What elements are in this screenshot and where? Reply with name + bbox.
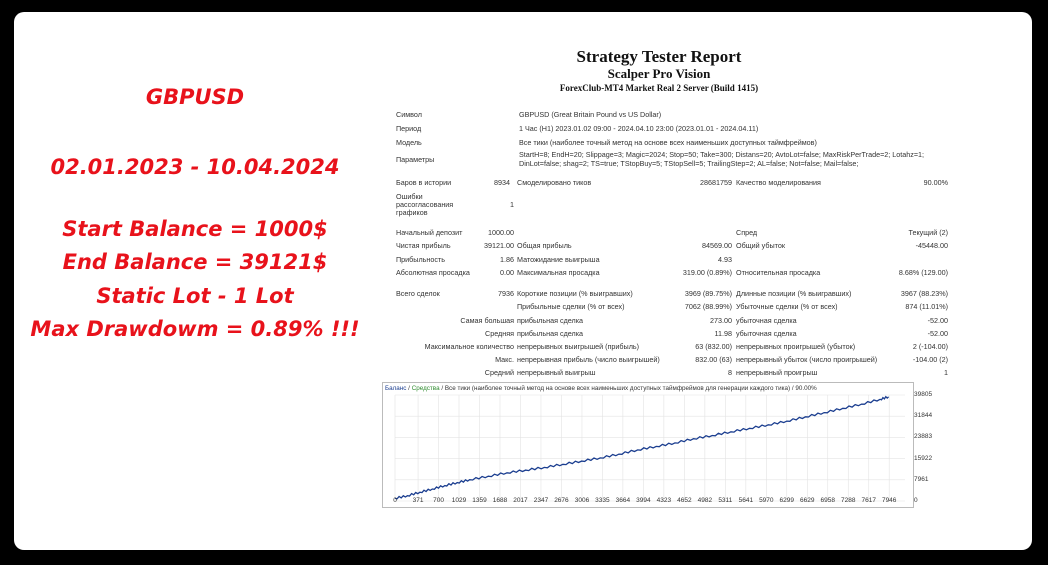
x-tick-label: 3664 — [615, 497, 631, 504]
bars-value: 8934 — [494, 178, 510, 187]
x-tick-label: 4982 — [697, 497, 713, 504]
expected-value: 4.93 — [718, 255, 732, 264]
avg-loss-value: -52.00 — [927, 329, 948, 338]
errors-label-1: Ошибки — [396, 192, 423, 201]
gross-loss-value: -45448.00 — [915, 241, 948, 250]
total-value: 7936 — [498, 289, 514, 298]
report-title: Strategy Tester Report — [576, 47, 742, 66]
gross-profit-label: Общая прибыль — [517, 241, 572, 250]
report-server: ForexClub-MT4 Market Real 2 Server (Build 1415) — [559, 83, 759, 93]
promo-drawdown: Max Drawdowm = 0.89% !!! — [30, 317, 360, 341]
x-tick-label: 0 — [393, 497, 397, 504]
spread-value: Текущий (2) — [908, 228, 948, 237]
x-tick-label: 6299 — [779, 497, 794, 504]
promo-pair: GBPUSD — [145, 85, 245, 109]
params-line1: StartH=8; EndH=20; Slippage=3; Magic=2024; Stop=50; Take=300; Distans=20; AvtoLot=false; MaxRiskPerTrade=2; Lotahz=1; — [519, 150, 925, 159]
max-count-label: Максимальное количество — [424, 342, 514, 351]
x-tick-label: 371 — [412, 497, 424, 504]
x-tick-label: 3335 — [595, 497, 610, 504]
average-label: Средняя — [485, 329, 514, 338]
gross-profit-value: 84569.00 — [702, 241, 732, 250]
x-tick-label: 1359 — [472, 497, 487, 504]
pf-value: 1.86 — [500, 255, 514, 264]
model-value: Все тики (наиболее точный метод на основе всех наименьших доступных таймфреймов) — [519, 138, 817, 147]
spread-label: Спред — [736, 228, 758, 237]
x-tick-label: 2017 — [513, 497, 528, 504]
y-tick-label: 7961 — [914, 475, 929, 483]
largest-label: Самая большая — [460, 316, 514, 325]
cons-profit-label: непрерывная прибыль (число выигрышей) — [517, 355, 660, 364]
y-tick-label: 23883 — [914, 433, 933, 441]
pf-label: Прибыльность — [396, 255, 445, 264]
legend-rest: Все тики (наиболее точный метод на основе всех наименьших доступных таймфреймов для генерации каждого тика) / 90.00% — [444, 385, 817, 392]
cons-losses-value: 2 (-104.00) — [912, 342, 948, 351]
balance-chart — [382, 382, 914, 508]
total-label: Всего сделок — [396, 289, 440, 298]
avg-wins-value: 8 — [728, 368, 732, 377]
largest-loss-label: убыточная сделка — [736, 316, 797, 325]
report-subtitle: Scalper Pro Vision — [607, 66, 711, 81]
deposit-label: Начальный депозит — [396, 228, 463, 237]
rel-dd-value: 8.68% (129.00) — [898, 268, 948, 277]
promo-dates: 02.01.2023 - 10.04.2024 — [50, 155, 340, 179]
quality-value: 90.00% — [923, 178, 948, 187]
balance-chart-svg — [383, 383, 913, 507]
avg-losses-label: непрерывный проигрыш — [736, 368, 818, 377]
profit-trades-value: 7062 (88.99%) — [684, 302, 732, 311]
x-tick-label: 3006 — [574, 497, 590, 504]
quality-label: Качество моделирования — [736, 178, 821, 187]
avg-profit-value: 11.98 — [714, 329, 732, 338]
promo-lot: Static Lot - 1 Lot — [96, 284, 294, 308]
errors-label-2: рассогласования — [396, 200, 454, 209]
short-label: Короткие позиции (% выигравших) — [517, 289, 633, 298]
gross-loss-label: Общий убыток — [736, 241, 785, 250]
params-line2: DinLot=false; shag=2; TS=true; TStopBuy=5; TStopSell=5; TrailingStep=2; AL=false; Not=false; Mail=false; — [519, 159, 859, 168]
max-dd-label: Максимальная просадка — [517, 268, 600, 277]
x-tick-label: 700 — [433, 497, 444, 504]
avg-wins-label: непрерывный выигрыш — [517, 368, 596, 377]
net-value: 39121.00 — [484, 241, 514, 250]
loss-trades-label: Убыточные сделки (% от всех) — [736, 302, 838, 311]
x-tick-label: 4323 — [656, 497, 672, 504]
largest-profit-label: прибыльная сделка — [517, 316, 584, 325]
promo-end-balance: End Balance = 39121$ — [62, 250, 328, 274]
params-label: Параметры — [396, 155, 435, 164]
expected-label: Матожидание выигрыша — [517, 255, 600, 264]
ticks-label: Смоделировано тиков — [517, 178, 592, 187]
symbol-value: GBPUSD (Great Britain Pound vs US Dollar) — [519, 110, 662, 119]
long-label: Длинные позиции (% выигравших) — [736, 289, 852, 298]
x-tick-label: 7946 — [881, 497, 897, 504]
max-dd-value: 319.00 (0.89%) — [682, 268, 732, 277]
cons-wins-value: 63 (832.00) — [695, 342, 732, 351]
abs-dd-value: 0.00 — [500, 268, 514, 277]
x-tick-label: 4652 — [677, 497, 692, 504]
largest-loss-value: -52.00 — [927, 316, 948, 325]
chart-legend: Баланс / Средства / Все тики (наиболее точный метод на основе всех наименьших доступных таймфреймов для генерации каждого тика) / 90.00% — [385, 385, 817, 392]
rel-dd-label: Относительная просадка — [736, 268, 821, 277]
largest-profit-value: 273.00 — [710, 316, 732, 325]
deposit-value: 1000.00 — [488, 228, 514, 237]
model-label: Модель — [396, 138, 422, 147]
long-value: 3967 (88.23%) — [900, 289, 948, 298]
y-tick-label: 0 — [914, 497, 918, 504]
y-tick-label: 15922 — [914, 454, 933, 462]
balance-line — [395, 397, 889, 499]
legend-balance: Баланс — [385, 385, 407, 392]
cons-loss-label: непрерывный убыток (число проигрышей) — [736, 355, 878, 364]
x-tick-label: 5311 — [718, 497, 733, 504]
x-tick-label: 3994 — [636, 497, 651, 504]
promo-start-balance: Start Balance = 1000$ — [62, 217, 328, 241]
y-tick-label: 39805 — [914, 391, 933, 398]
x-tick-label: 2676 — [554, 497, 569, 504]
legend-funds: Средства — [411, 385, 440, 392]
max-label: Макс. — [495, 355, 514, 364]
x-tick-label: 6958 — [820, 497, 835, 504]
cons-losses-label: непрерывных проигрышей (убыток) — [736, 342, 856, 351]
x-tick-label: 1029 — [451, 497, 467, 504]
y-tick-label: 31844 — [914, 412, 933, 420]
x-tick-label: 1688 — [492, 497, 508, 504]
x-tick-label: 5641 — [738, 497, 754, 504]
avg-loss-label: убыточная сделка — [736, 329, 797, 338]
cons-profit-value: 832.00 (63) — [695, 355, 732, 364]
x-tick-label: 6629 — [800, 497, 815, 504]
x-tick-label: 2347 — [533, 497, 549, 504]
x-tick-label: 7617 — [861, 497, 876, 504]
bars-label: Баров в истории — [396, 178, 452, 187]
cons-loss-value: -104.00 (2) — [912, 355, 948, 364]
loss-trades-value: 874 (11.01%) — [905, 302, 948, 311]
short-value: 3969 (89.75%) — [684, 289, 732, 298]
cons-wins-label: непрерывных выигрышей (прибыль) — [517, 342, 640, 351]
avg-label-2: Средний — [484, 368, 514, 377]
errors-value: 1 — [510, 200, 514, 209]
symbol-label: Символ — [396, 110, 422, 119]
ticks-value: 28681759 — [700, 178, 732, 187]
x-tick-label: 7288 — [841, 497, 856, 504]
period-label: Период — [396, 124, 422, 133]
period-value: 1 Час (H1) 2023.01.02 09:00 - 2024.04.10 23:00 (2023.01.01 - 2024.04.11) — [519, 124, 759, 133]
abs-dd-label: Абсолютная просадка — [396, 268, 470, 277]
profit-trades-label: Прибыльные сделки (% от всех) — [517, 302, 625, 311]
net-label: Чистая прибыль — [396, 241, 451, 250]
avg-profit-label: прибыльная сделка — [517, 329, 584, 338]
errors-label-3: графиков — [396, 208, 428, 217]
x-tick-label: 5970 — [759, 497, 774, 504]
avg-losses-value: 1 — [944, 368, 948, 377]
